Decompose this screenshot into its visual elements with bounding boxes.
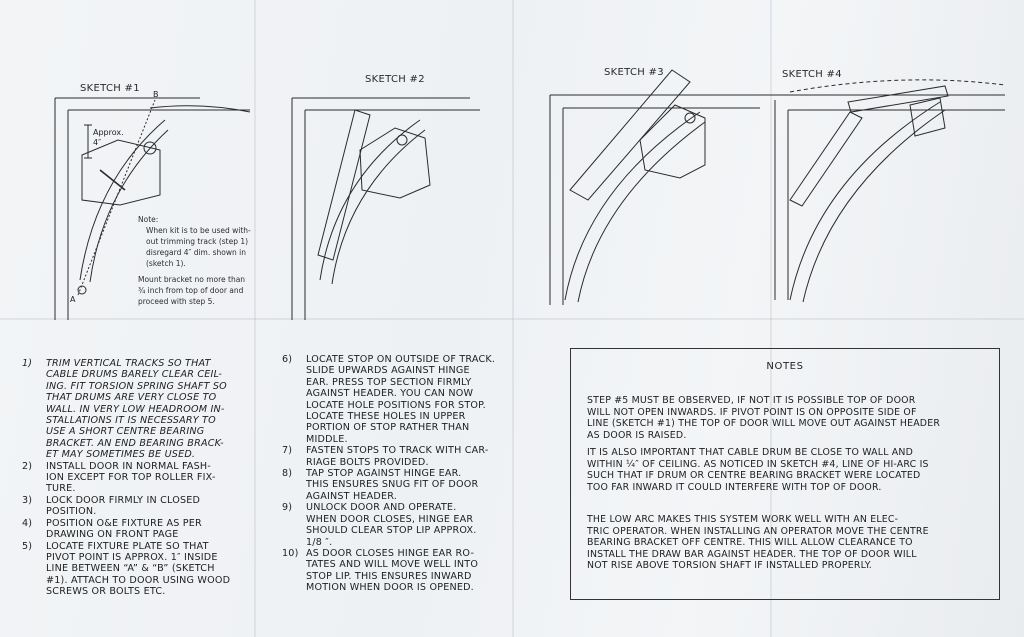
sketch-2-drawing — [292, 98, 480, 320]
note-mount-text: Mount bracket no more than ¾ inch from top of door and proceed with step 5. — [138, 275, 246, 306]
sketch-note — [138, 214, 258, 307]
step-item: 4) POSITION O&E FIXTURE AS PER DRAWING ON FRONT PAGE — [22, 517, 202, 541]
sketch-4-title: SKETCH #4 — [782, 69, 842, 80]
sketch-4-drawing — [760, 80, 1005, 302]
note-trim-text: When kit is to be used with- out trimming track (step 1) disregard 4″ dim. shown in (sketch 1). — [146, 226, 251, 268]
sketch-1-title: SKETCH #1 — [80, 83, 140, 94]
step-item: 10) AS DOOR CLOSES HINGE EAR RO- TATES AND WILL MOVE WELL INTO STOP LIP. THIS ENSURES INWARD MOTION WHEN DOOR IS OPENED. — [282, 547, 479, 594]
step-item: 1) TRIM VERTICAL TRACKS SO THAT CABLE DRUMS BARELY CLEAR CEIL- ING. FIT TORSION SPRING SHAFT SO THAT DRUMS ARE VERY CLOSE TO WALL. IN VERY LOW HEADROOM IN- STALLATIONS IT IS NECESSARY TO USE A SHORT CENTRE BEARING BRACKET. AN END BEARING BRACK- ET MAY SOMETIMES BE USED. — [22, 358, 227, 461]
point-a-label: A — [70, 295, 76, 304]
sketch-3-title: SKETCH #3 — [604, 67, 664, 78]
step-item: 9) UNLOCK DOOR AND OPERATE. WHEN DOOR CLOSES, HINGE EAR SHOULD CLEAR STOP LIP APPROX. 1/8 ″. — [282, 502, 477, 548]
sketch-3-drawing — [550, 70, 760, 305]
step-item: 2) INSTALL DOOR IN NORMAL FASH- ION EXCEPT FOR TOP ROLLER FIX- TURE. — [22, 460, 216, 495]
approx-dimension-label: Approx. 4″ — [93, 128, 124, 147]
step-item: 5) LOCATE FIXTURE PLATE SO THAT PIVOT POINT IS APPROX. 1″ INSIDE LINE BETWEEN “A” & “B” (SKETCH #1). ATTACH TO DOOR USING WOOD SCREWS OR BOLTS ETC. — [22, 540, 231, 598]
note-heading: Note: — [138, 215, 159, 224]
notes-paragraph-3: THE LOW ARC MAKES THIS SYSTEM WORK WELL WITH AN ELEC- TRIC OPERATOR. WHEN INSTALLING AN OPERATOR MOVE THE CENTRE BEARING BRACKET OFF CENTRE. THIS WILL ALLOW CLEARANCE TO INSTALL THE DRAW BAR AGAINST HEADER. THE TOP OF DOOR WILL NOT RISE ABOVE TORSION SHAFT IF INSTALLED PROPERLY. — [587, 514, 929, 572]
notes-paragraph-2: IT IS ALSO IMPORTANT THAT CABLE DRUM BE CLOSE TO WALL AND WITHIN ¼″ OF CEILING. AS NOTICED IN SKETCH #4, LINE OF HI-ARC IS SUCH THAT IF DRUM OR CENTRE BEARING BRACKET WERE LOCATED TOO FAR INWARD IT COULD INTERFERE WITH TOP OF DOOR. — [587, 447, 929, 493]
step-item: 6) LOCATE STOP ON OUTSIDE OF TRACK. SLIDE UPWARDS AGAINST HINGE EAR. PRESS TOP SECTION FIRMLY AGAINST HEADER. YOU CAN NOW LOCATE HOLE POSITIONS FOR STOP. LOCATE THESE HOLES IN UPPER PORTION OF STOP RATHER THAN MIDDLE. — [282, 354, 496, 445]
steps-right-column — [282, 354, 552, 594]
point-b-label: B — [153, 90, 159, 99]
step-item: 7) FASTEN STOPS TO TRACK WITH CAR- RIAGE BOLTS PROVIDED. — [282, 445, 489, 468]
sketch-2-title: SKETCH #2 — [365, 74, 425, 85]
steps-left-column — [22, 358, 272, 598]
step-item: 8) TAP STOP AGAINST HINGE EAR. THIS ENSURES SNUG FIT OF DOOR AGAINST HEADER. — [282, 468, 479, 502]
notes-box — [570, 348, 1000, 600]
notes-paragraph-1: STEP #5 MUST BE OBSERVED, IF NOT IT IS POSSIBLE TOP OF DOOR WILL NOT OPEN INWARDS. IF PIVOT POINT IS ON OPPOSITE SIDE OF LINE (SKETCH #1) THE TOP OF DOOR WILL MOVE OUT AGAINST HEADER AS DOOR IS RAISED. — [587, 395, 941, 441]
step-item: 3) LOCK DOOR FIRMLY IN CLOSED POSITION. — [22, 494, 201, 518]
notes-title: NOTES — [766, 361, 804, 372]
